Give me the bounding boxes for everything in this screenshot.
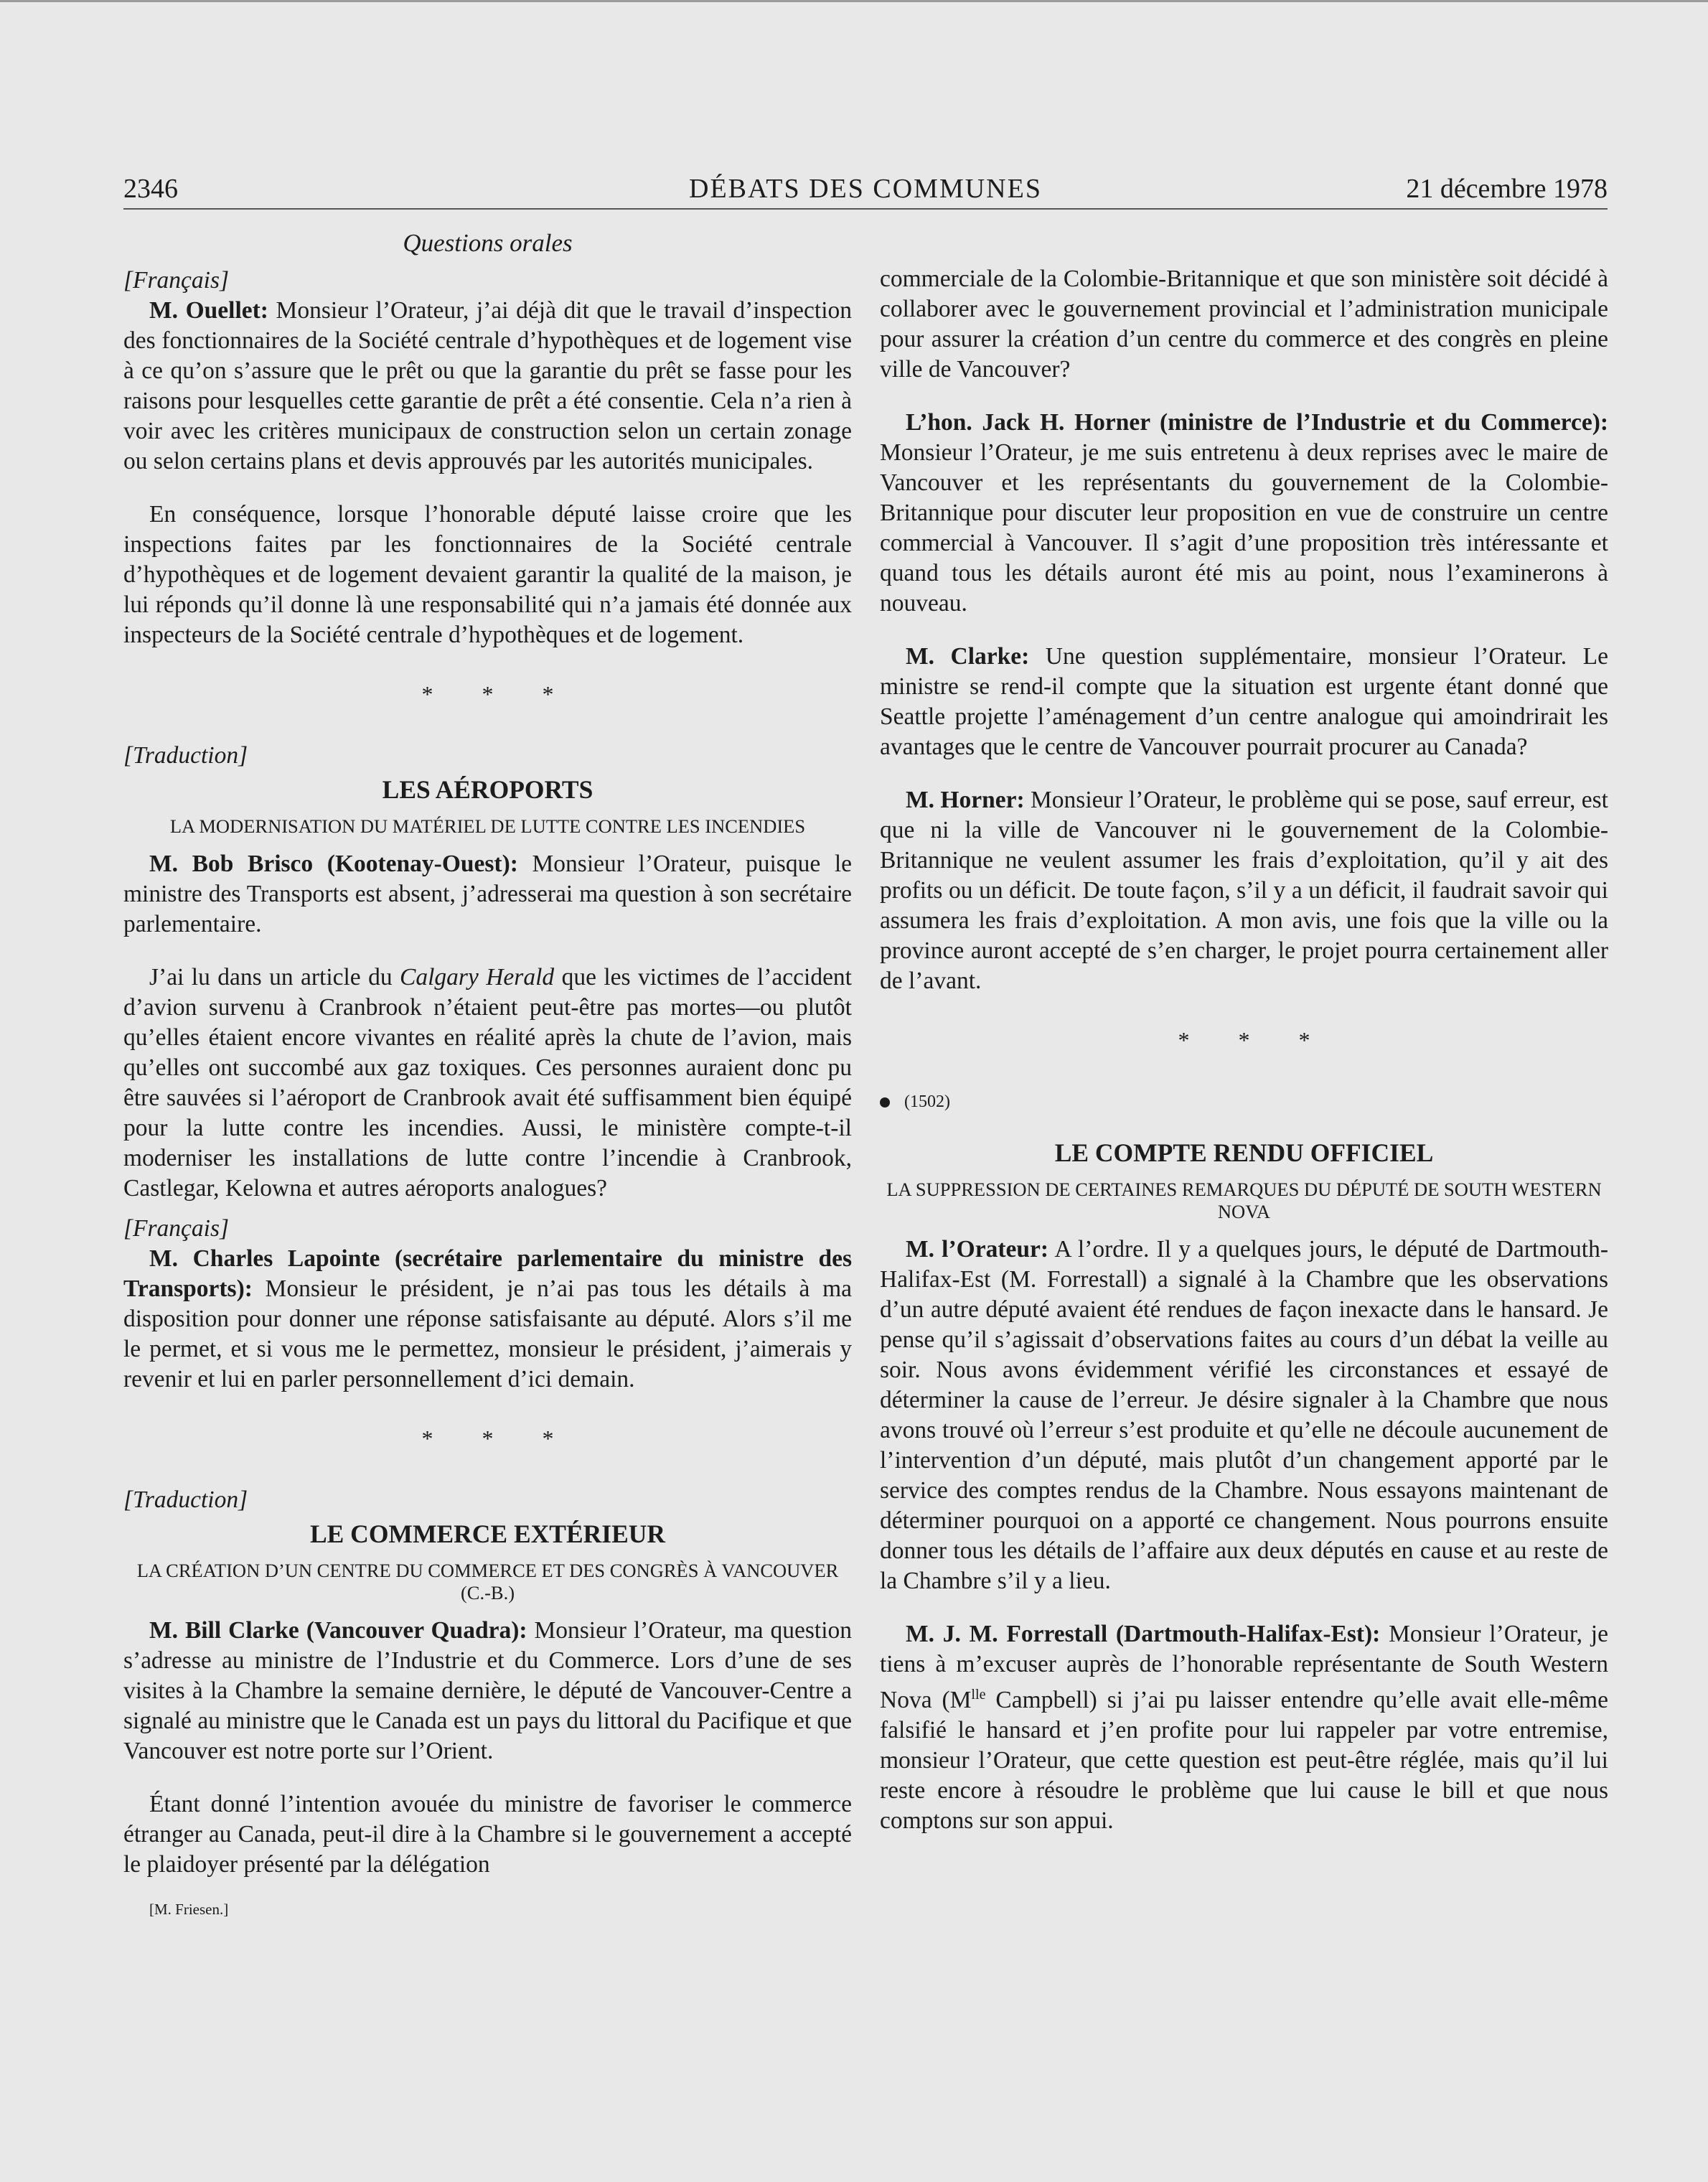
speech-text: Une question supplémentaire, monsieur l’Orateur. Le ministre se rend-il compte que la situation est urgente étant donné que Seattle projette l’aménagement d’un centre analogue qui amoindrirait les avantages que le centre de Vancouver pourrait procurer au Canada? bbox=[880, 643, 1608, 760]
paragraph bbox=[880, 408, 1608, 619]
paragraph bbox=[123, 296, 852, 477]
speech-text: Monsieur l’Orateur, puisque le ministre des Transports est absent, j’adresserai ma question à son secrétaire parlementaire. bbox=[123, 851, 853, 937]
language-tag: [Traduction] bbox=[123, 742, 248, 769]
language-tag: [Traduction] bbox=[123, 1486, 248, 1513]
speaker-name: M. Charles Lapointe (secrétaire parlementaire du ministre des Transports): bbox=[123, 1245, 852, 1302]
section-heading: LE COMPTE RENDU OFFICIEL bbox=[1054, 1138, 1434, 1167]
paragraph: Étant donné l’intention avouée du ministre de favoriser le commerce étranger au Canada, peut-il dire à la Chambre si le gouvernement a accepté le plaidoyer présenté par la délégation bbox=[123, 1791, 852, 1878]
section-heading: LE COMMERCE EXTÉRIEUR bbox=[309, 1520, 666, 1548]
speaker-name: M. J. M. Forrestall (Dartmouth-Halifax-Est): bbox=[906, 1621, 1381, 1647]
speaker-name: M. Clarke: bbox=[906, 643, 1030, 670]
publication-title: DÉBATS DES COMMUNES bbox=[689, 174, 1042, 204]
paragraph bbox=[123, 1616, 852, 1766]
speaker-name: M. Horner: bbox=[906, 787, 1025, 813]
speech-text: Monsieur l’Orateur, ma question s’adresse au ministre de l’Industrie et du Commerce. Lors d’une de ses visites à la Chambre la semaine dernière, le député de Vancouver-Centre a signalé au ministre que le Canada est un pays du littoral du Pacifique et que Vancouver est notre porte sur l’Orient. bbox=[123, 1617, 853, 1764]
right-column bbox=[880, 264, 1608, 1836]
language-tag: [Français] bbox=[123, 267, 230, 294]
speaker-name: M. Ouellet: bbox=[149, 297, 268, 324]
time-marker bbox=[880, 1087, 1608, 1117]
paragraph: En conséquence, lorsque l’honorable député laisse croire que les inspections faites par les fonctionnaires de la Société centrale d’hypothèques et de logement devaient garantir la qualité de la maison, je lui réponds qu’il donne là une responsabilité qui n’a jamais été donnée aux inspecteurs de la Société centrale d’hypothèques et de logement. bbox=[123, 501, 852, 648]
speaker-name: M. Bill Clarke (Vancouver Quadra): bbox=[149, 1617, 527, 1644]
speech-text: Monsieur l’Orateur, je me suis entretenu à deux reprises avec le maire de Vancouver et les représentants du gouvernement de la Colombie-Britannique pour discuter leur proposition en vue de construire un centre commercial à Vancouver. Il s’agit d’une proposition très intéressante et quand tous les détails auront été mis au point, nous l’examinerons à nouveau. bbox=[880, 439, 1608, 617]
speech-text: J’ai lu dans un article du bbox=[149, 964, 400, 991]
paragraph: commerciale de la Colombie-Britannique et que son ministère soit décidé à collaborer avec le gouvernement provincial et l’administration municipale pour assurer la création d’un centre du commerce et des congrès en pleine ville de Vancouver? bbox=[880, 266, 1608, 383]
paragraph bbox=[880, 1235, 1608, 1596]
publication-name: Calgary Herald bbox=[400, 964, 555, 991]
left-column bbox=[123, 228, 852, 1924]
paragraph bbox=[123, 849, 852, 940]
speaker-reference: [M. Friesen.] bbox=[149, 1901, 229, 1918]
language-tag: [Français] bbox=[123, 1215, 230, 1242]
page-header bbox=[123, 169, 1608, 210]
paragraph bbox=[123, 1244, 852, 1395]
speech-text: Monsieur l’Orateur, le problème qui se pose, sauf erreur, est que ni la ville de Vancouver ni le gouvernement de la Colombie-Britannique ne veulent assumer les frais d’exploitation, qu’il y ait des profits ou un déficit. De toute façon, s’il y a un déficit, il faudrait savoir qui assumera les frais d’exploitation. A mon avis, une fois que la ville ou la province auront accepté de s’en charger, le projet pourra certainement aller de l’avant. bbox=[880, 787, 1608, 994]
paragraph bbox=[880, 1619, 1608, 1836]
speech-text: Campbell) si j’ai pu laisser entendre qu’elle avait elle-même falsifié le hansard et j’en profite pour lui rappeler par votre entremise, monsieur l’Orateur, que cette question est peut-être réglée, mais qu’il lui reste encore à résoudre le problème que lui cause le bill et que nous comptons sur son appui. bbox=[880, 1687, 1608, 1835]
scan-top-edge bbox=[0, 0, 1708, 2]
section-separator: * * * bbox=[1178, 1027, 1332, 1053]
speaker-name: M. Bob Brisco (Kootenay-Ouest): bbox=[149, 851, 518, 877]
section-separator: * * * bbox=[421, 681, 576, 707]
bullet-icon bbox=[880, 1097, 890, 1108]
paragraph bbox=[123, 963, 852, 1204]
speaker-name: M. l’Orateur: bbox=[906, 1236, 1048, 1263]
speech-text: que les victimes de l’accident d’avion survenu à Cranbrook n’étaient peut-être pas mortes—ou plutôt qu’elles étaient encore vivantes en réalité après la chute de l’avion, mais qu’elles ont succombé aux gaz toxiques. Ces personnes auraient donc pu être sauvées si l’aéroport de Cranbrook avait été suffisamment bien équipé pour la lutte contre les incendies. Aussi, le ministère compte-t-il moderniser les installations de lutte contre l’incendie à Cranbrook, Castlegar, Kelowna et autres aéroports analogues? bbox=[123, 964, 852, 1202]
speech-text: Monsieur l’Orateur, j’ai déjà dit que le travail d’inspection des fonctionnaires de la Société centrale d’hypothèques et de logement vise à ce qu’on s’assure que le prêt ou que la garantie du prêt se fasse pour les raisons pour lesquelles cette garantie de prêt a été consentie. Cela n’a rien à voir avec les critères municipaux de construction selon un certain zonage ou selon certains plans et devis approuvés par les autorités municipales. bbox=[123, 297, 852, 474]
running-head: Questions orales bbox=[403, 229, 573, 257]
speaker-name: L’hon. Jack H. Horner (ministre de l’Industrie et du Commerce): bbox=[906, 409, 1608, 436]
section-heading: LES AÉROPORTS bbox=[382, 775, 593, 804]
speech-text: Monsieur le président, je n’ai pas tous les détails à ma disposition pour donner une réponse satisfaisante au député. Alors s’il me le permet, et si vous me le permettez, monsieur le président, j’aimerais y revenir et lui en parler personnellement d’ici demain. bbox=[123, 1275, 852, 1392]
section-subheading: LA MODERNISATION DU MATÉRIEL DE LUTTE CONTRE LES INCENDIES bbox=[169, 815, 806, 837]
page-number: 2346 bbox=[123, 174, 178, 204]
paragraph bbox=[880, 785, 1608, 996]
title-abbrev-superscript: lle bbox=[971, 1687, 986, 1703]
section-separator: * * * bbox=[421, 1425, 576, 1451]
section-subheading: LA CRÉATION D’UN CENTRE DU COMMERCE ET DES CONGRÈS À VANCOUVER (C.-B.) bbox=[136, 1560, 839, 1603]
paragraph bbox=[880, 642, 1608, 762]
speech-text: A l’ordre. Il y a quelques jours, le député de Dartmouth-Halifax-Est (M. Forrestall) a signalé à la Chambre que les observations d’un autre député avaient été rendues de façon inexacte dans le hansard. Je pense qu’il s’agissait d’observations faites au cours d’un débat la veille au soir. Nous avons évidemment vérifié les circonstances et essayé de déterminer la cause de l’erreur. Je désire signaler à la Chambre que nous avons trouvé où l’erreur s’est produite et qu’elle ne découle aucunement de l’intervention d’un député, mais plutôt d’un changement apporté par le service des comptes rendus de la Chambre. Nous essayons maintenant de déterminer pourquoi on a apporté ce changement. Nous pourrons ensuite donner tous les détails de l’affaire aux deux députés en cause et au reste de la Chambre s’il y a lieu. bbox=[880, 1236, 1608, 1594]
time-marker-text: (1502) bbox=[904, 1092, 950, 1111]
section-subheading: LA SUPPRESSION DE CERTAINES REMARQUES DU DÉPUTÉ DE SOUTH WESTERN NOVA bbox=[886, 1179, 1602, 1222]
speech-text: Monsieur l’Orateur, je tiens à m’excuser auprès de l’honorable représentante de South Western Nova (M bbox=[880, 1621, 1608, 1714]
page-date: 21 décembre 1978 bbox=[1406, 174, 1608, 204]
